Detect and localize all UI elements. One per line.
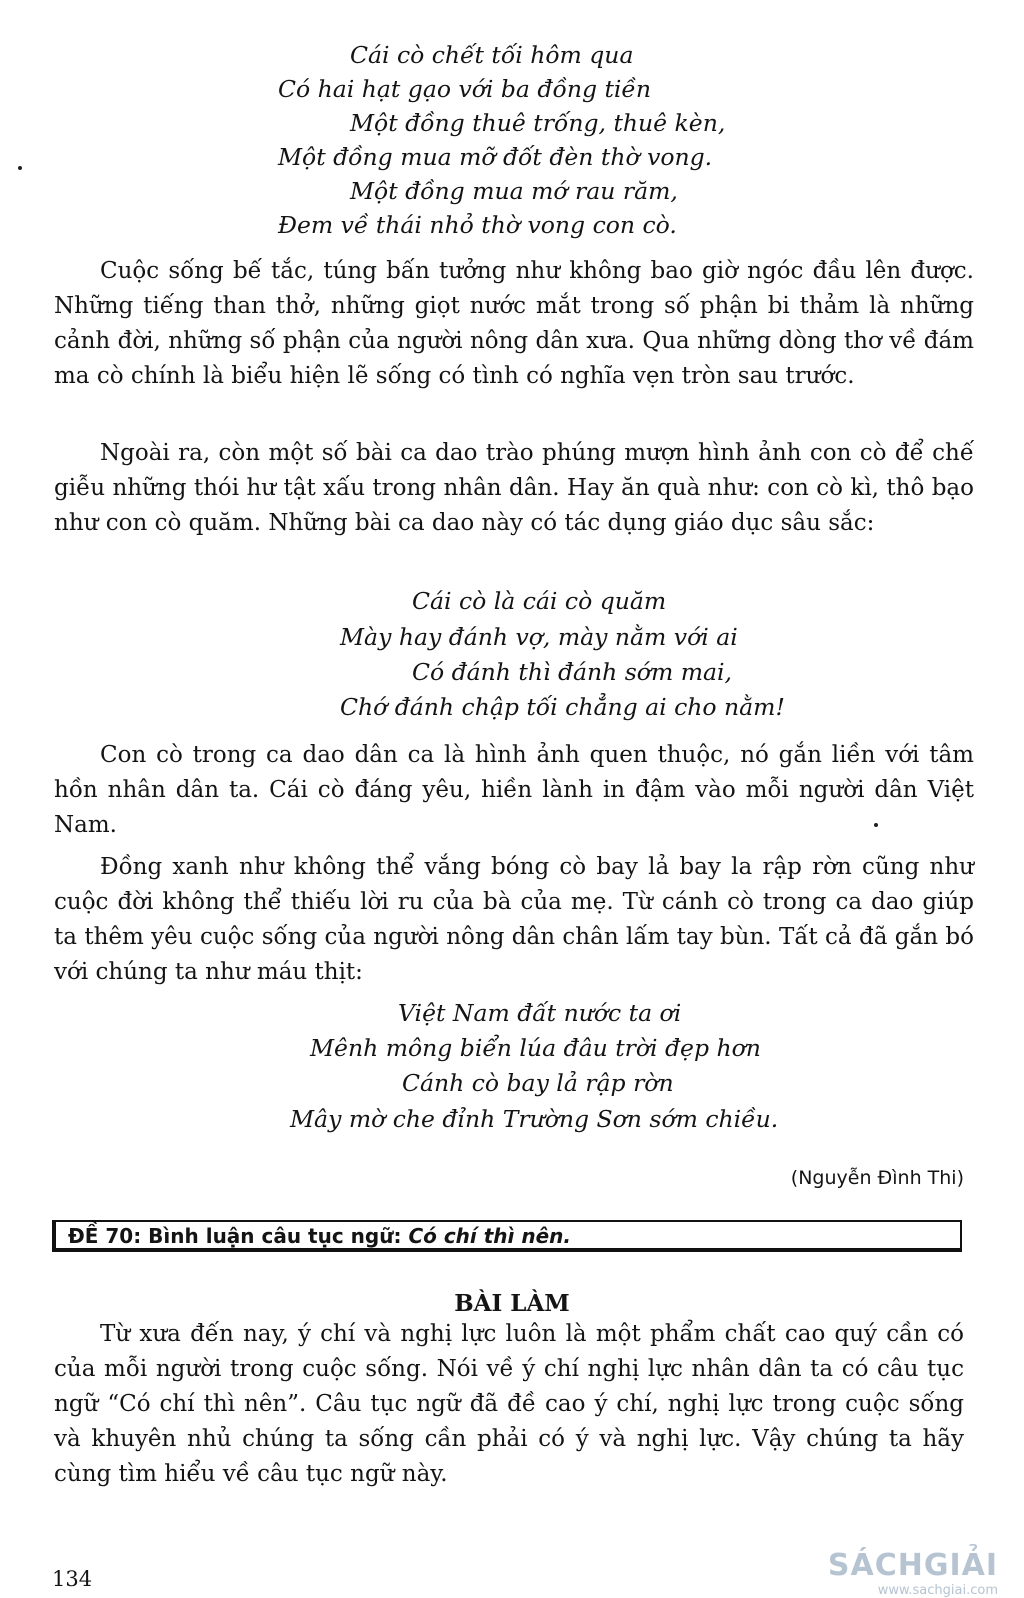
watermark-brand: SÁCHGIẢI [827, 1548, 998, 1583]
poem-line: Một đồng thuê trống, thuê kèn, [350, 109, 726, 137]
poem-line: Cánh cò bay lả rập rờn [402, 1069, 674, 1097]
poem-line: Có đánh thì đánh sớm mai, [412, 658, 732, 686]
poem-line: Mênh mông biển lúa đâu trời đẹp hơn [310, 1034, 761, 1062]
paragraph-5 [54, 1317, 964, 1492]
paragraph-text: Ngoài ra, còn một số bài ca dao trào phúng mượn hình ảnh con cò để chế giễu những thói hư tật xấu trong nhân dân. Hay ăn quà như: con cò kì, thô bạo như con cò quăm. Những bài ca dao này có tác dụng giáo dục sâu sắc: [54, 440, 974, 536]
poem-line: Đem về thái nhỏ thờ vong con cò. [278, 211, 677, 239]
paragraph-text: Từ xưa đến nay, ý chí và nghị lực luôn là một phẩm chất cao quý cần có của mỗi người trong cuộc sống. Nói về ý chí nghị lực nhân dân ta có câu tục ngữ “Có chí thì nên”. Câu tục ngữ đã đề cao ý chí, nghị lực trong cuộc sống và khuyên nhủ chúng ta sống cần phải có ý và nghị lực. Vậy chúng ta hãy cùng tìm hiểu về câu tục ngữ này. [54, 1321, 964, 1487]
poem-line: Chớ đánh chập tối chẳng ai cho nằm! [340, 693, 785, 721]
exam-topic-quote: Có chí thì nên. [408, 1224, 571, 1248]
poem-line: Cái cò chết tối hôm qua [350, 41, 634, 69]
poem-line: Một đồng mua mớ rau răm, [350, 177, 678, 205]
paragraph-text: Cuộc sống bế tắc, túng bấn tưởng như không bao giờ ngóc đầu lên được. Những tiếng than thở, những giọt nước mắt trong số phận bi thảm là những cảnh đời, những số phận của người nông dân xưa. Qua những dòng thơ về đám ma cò chính là biểu hiện lẽ sống có tình có nghĩa vẹn tròn sau trước. [54, 258, 974, 389]
exam-topic-box [52, 1220, 962, 1252]
print-speck [874, 823, 878, 827]
poem-line: Mây mờ che đỉnh Trường Sơn sớm chiều. [290, 1105, 779, 1133]
poem-attribution: (Nguyễn Đình Thi) [790, 1167, 964, 1189]
paragraph-1 [54, 254, 974, 394]
poem-line: Cái cò là cái cò quăm [412, 587, 667, 615]
watermark-logo [828, 1548, 998, 1598]
poem-line: Có hai hạt gạo với ba đồng tiền [278, 75, 652, 103]
poem-line: Việt Nam đất nước ta ơi [398, 999, 682, 1027]
paragraph-text: Đồng xanh như không thể vắng bóng cò bay lả bay la rập rờn cũng như cuộc đời không thể thiếu lời ru của bà của mẹ. Từ cánh cò trong ca dao giúp ta thêm yêu cuộc sống của người nông dân chân lấm tay bùn. Tất cả đã gắn bó với chúng ta như máu thịt: [54, 854, 974, 985]
paragraph-4 [54, 850, 974, 990]
poem-line: Mày hay đánh vợ, mày nằm với ai [340, 623, 738, 651]
paragraph-3 [54, 738, 974, 843]
page-number: 134 [52, 1567, 93, 1591]
exam-topic-title [68, 1224, 571, 1248]
exam-topic-label: ĐỀ 70: Bình luận câu tục ngữ: [68, 1224, 409, 1248]
section-heading: BÀI LÀM [454, 1290, 570, 1317]
paragraph-2 [54, 436, 974, 541]
print-speck [18, 166, 22, 170]
paragraph-text: Con cò trong ca dao dân ca là hình ảnh quen thuộc, nó gắn liền với tâm hồn nhân dân ta. Cái cò đáng yêu, hiền lành in đậm vào mỗi người dân Việt Nam. [54, 742, 974, 838]
watermark-url: www.sachgiai.com [877, 1583, 998, 1598]
poem-line: Một đồng mua mỡ đốt đèn thờ vong. [278, 143, 713, 171]
